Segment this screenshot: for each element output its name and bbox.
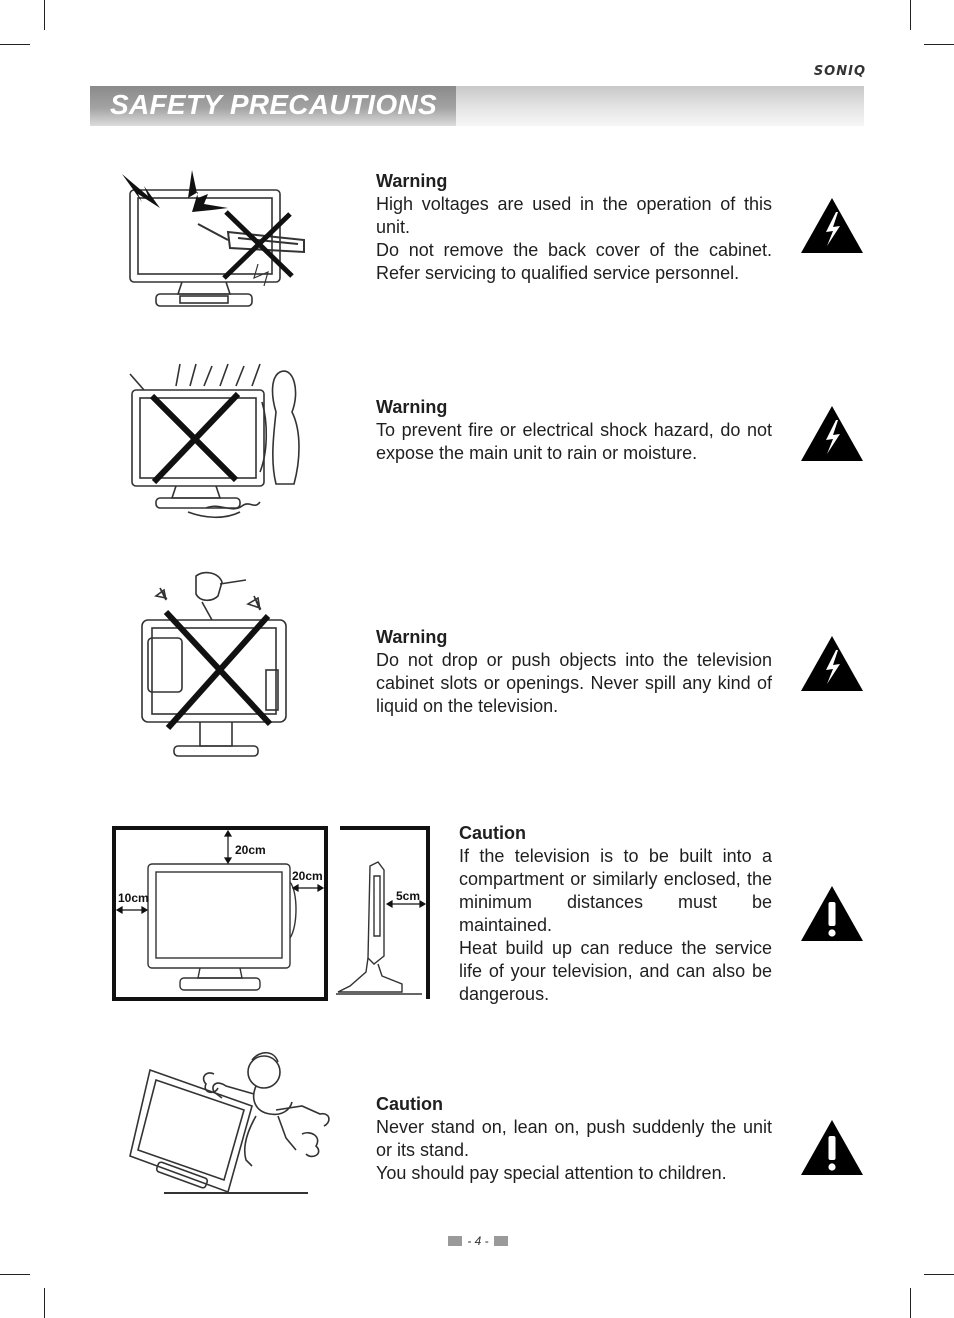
warning-text-3 bbox=[376, 626, 772, 718]
page-title: SAFETY PRECAUTIONS bbox=[110, 89, 437, 120]
clearance-label-back: 5cm bbox=[396, 889, 421, 903]
caution-exclamation-icon bbox=[800, 884, 864, 942]
page-number-text: - 4 - bbox=[467, 1234, 489, 1248]
electrical-hazard-icon bbox=[800, 404, 864, 462]
caution-text-1 bbox=[459, 822, 772, 1006]
crop-mark bbox=[910, 1288, 911, 1318]
crop-mark bbox=[924, 1274, 954, 1275]
clearance-label-left: 10cm bbox=[118, 891, 149, 905]
section-paragraph: Heat build up can reduce the service life of your television, and can also be dangerous. bbox=[459, 938, 772, 1004]
section-paragraph: You should pay special attention to children. bbox=[376, 1163, 727, 1183]
crop-mark bbox=[924, 44, 954, 45]
clearance-label-right: 20cm bbox=[292, 869, 323, 883]
crop-mark bbox=[0, 1274, 30, 1275]
tv-back-objects-illustration bbox=[138, 568, 298, 764]
electrical-hazard-icon bbox=[800, 196, 864, 254]
tv-rain-illustration bbox=[124, 362, 314, 522]
section-heading: Warning bbox=[376, 397, 448, 417]
section-paragraph: High voltages are used in the operation of this unit. bbox=[376, 194, 772, 237]
section-paragraph: To prevent fire or electrical shock hazard, do not expose the main unit to rain or moisture. bbox=[376, 420, 772, 463]
crop-mark bbox=[0, 44, 30, 45]
clearance-label-top: 20cm bbox=[235, 843, 266, 857]
tv-clearance-diagram bbox=[112, 826, 432, 1002]
child-tv-illustration bbox=[126, 1050, 334, 1200]
section-heading: Caution bbox=[459, 823, 526, 843]
section-paragraph: Do not drop or push objects into the television cabinet slots or openings. Never spill any kind of liquid on the television. bbox=[376, 650, 772, 716]
crop-mark bbox=[910, 0, 911, 30]
brand-logo: SONIQ bbox=[813, 64, 866, 79]
page-number-bar-right bbox=[494, 1236, 508, 1246]
warning-text-1 bbox=[376, 170, 772, 285]
page-number-bar-left bbox=[448, 1236, 462, 1246]
section-paragraph: If the television is to be built into a compartment or similarly enclosed, the minimum distances must be maintained. bbox=[459, 846, 772, 935]
caution-exclamation-icon bbox=[800, 1118, 864, 1176]
electrical-hazard-icon bbox=[800, 634, 864, 692]
section-heading: Caution bbox=[376, 1094, 443, 1114]
crop-mark bbox=[44, 1288, 45, 1318]
section-paragraph: Do not remove the back cover of the cabinet. Refer servicing to qualified service personnel. bbox=[376, 240, 772, 283]
caution-text-2 bbox=[376, 1093, 772, 1185]
section-heading: Warning bbox=[376, 171, 448, 191]
section-heading: Warning bbox=[376, 627, 448, 647]
page-number bbox=[448, 1234, 508, 1248]
section-paragraph: Never stand on, lean on, push suddenly the unit or its stand. bbox=[376, 1117, 772, 1160]
crop-mark bbox=[44, 0, 45, 30]
warning-text-2 bbox=[376, 396, 772, 465]
tv-screwdriver-illustration bbox=[118, 168, 308, 313]
